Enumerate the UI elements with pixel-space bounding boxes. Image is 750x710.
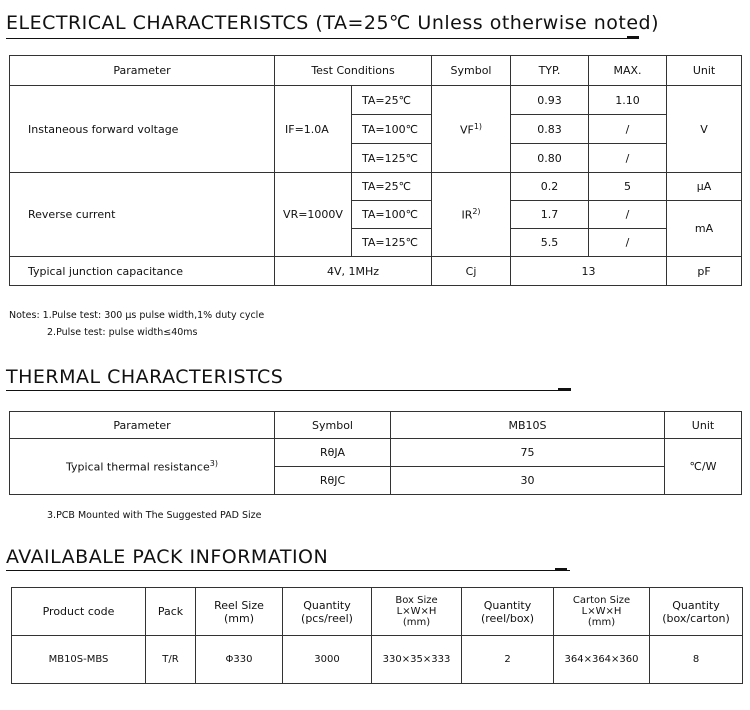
pack-header-pack: Pack [146, 588, 196, 636]
table-row [10, 86, 742, 115]
capacitance-value: 13 [511, 257, 667, 286]
pack-table [11, 587, 743, 684]
pack-header-box-size: Box Size L×W×H (mm) [372, 588, 462, 636]
forward-typ-1: 0.93 [511, 86, 589, 115]
pack-quantity-carton: 8 [650, 636, 743, 684]
thermal-header-unit: Unit [665, 412, 742, 439]
pack-product-code: MB10S-MBS [12, 636, 146, 684]
header-typ: TYP. [511, 56, 589, 86]
forward-voltage-condition: IF=1.0A [275, 86, 352, 173]
electrical-title-conditions: (TA=25℃ Unless otherwise noted) [315, 12, 660, 34]
table-row [10, 257, 742, 286]
pack-title: AVAILABALE PACK INFORMATION [6, 546, 329, 568]
table-row [10, 439, 742, 467]
reverse-typ-2: 1.7 [511, 201, 589, 229]
capacitance-symbol: Cj [432, 257, 511, 286]
pack-header-reel-size: Reel Size (mm) [196, 588, 283, 636]
thermal-table [9, 411, 742, 495]
pack-header-quantity-carton: Quantity (box/carton) [650, 588, 743, 636]
header-test-conditions: Test Conditions [275, 56, 432, 86]
reverse-current-parameter: Reverse current [10, 173, 275, 257]
pack-box-size: 330×35×333 [372, 636, 462, 684]
header-parameter: Parameter [10, 56, 275, 86]
reverse-current-symbol: IR$^{2)}$ [432, 173, 511, 257]
pack-title-underline-mark [555, 568, 567, 571]
forward-voltage-symbol: VF$^{1)}$ [432, 86, 511, 173]
thermal-title-underline-mark [558, 388, 571, 391]
electrical-title-underline [6, 38, 636, 39]
reverse-max-2: / [589, 201, 667, 229]
pack-title-underline [6, 570, 570, 571]
pack-header-product-code: Product code [12, 588, 146, 636]
thermal-symbol-jc: RθJC [275, 467, 391, 495]
pack-pack: T/R [146, 636, 196, 684]
forward-voltage-parameter: Instaneous forward voltage [10, 86, 275, 173]
reverse-current-unit-2: mA [667, 201, 742, 257]
electrical-title-underline-mark [627, 36, 639, 39]
forward-typ-3: 0.80 [511, 144, 589, 173]
reverse-temp-3: TA=125℃ [352, 229, 432, 257]
electrical-table [9, 55, 742, 286]
thermal-header-symbol: Symbol [275, 412, 391, 439]
thermal-title: THERMAL CHARACTERISTCS [6, 366, 284, 388]
thermal-symbol-ja: RθJA [275, 439, 391, 467]
capacitance-condition: 4V, 1MHz [275, 257, 432, 286]
pack-quantity-box: 2 [462, 636, 554, 684]
pack-reel-size: Φ330 [196, 636, 283, 684]
reverse-max-3: / [589, 229, 667, 257]
reverse-typ-1: 0.2 [511, 173, 589, 201]
thermal-title-underline [6, 390, 570, 391]
header-max: MAX. [589, 56, 667, 86]
reverse-max-1: 5 [589, 173, 667, 201]
capacitance-parameter: Typical junction capacitance [10, 257, 275, 286]
header-unit: Unit [667, 56, 742, 86]
forward-max-2: / [589, 115, 667, 144]
note-1: Notes: 1.Pulse test: 300 μs pulse width,1% duty cycle [9, 310, 265, 321]
reverse-typ-3: 5.5 [511, 229, 589, 257]
thermal-header-parameter: Parameter [10, 412, 275, 439]
pack-quantity-reel: 3000 [283, 636, 372, 684]
pack-header-carton-size: Carton Size L×W×H (mm) [554, 588, 650, 636]
thermal-value-ja: 75 [391, 439, 665, 467]
table-row [10, 173, 742, 201]
pack-header-quantity-box: Quantity (reel/box) [462, 588, 554, 636]
electrical-section-title [6, 12, 659, 34]
electrical-title: ELECTRICAL CHARACTERISTCS [6, 12, 309, 34]
thermal-header-part: MB10S [391, 412, 665, 439]
reverse-temp-1: TA=25℃ [352, 173, 432, 201]
forward-max-3: / [589, 144, 667, 173]
reverse-current-condition: VR=1000V [275, 173, 352, 257]
forward-temp-1: TA=25℃ [352, 86, 432, 115]
thermal-unit: ℃/W [665, 439, 742, 495]
capacitance-unit: pF [667, 257, 742, 286]
pack-carton-size: 364×364×360 [554, 636, 650, 684]
note-2: 2.Pulse test: pulse width≤40ms [47, 327, 198, 338]
thermal-note: 3.PCB Mounted with The Suggested PAD Size [47, 510, 262, 521]
table-row [12, 636, 743, 684]
thermal-value-jc: 30 [391, 467, 665, 495]
forward-temp-2: TA=100℃ [352, 115, 432, 144]
header-symbol: Symbol [432, 56, 511, 86]
forward-max-1: 1.10 [589, 86, 667, 115]
thermal-parameter: Typical thermal resistance$^{3)}$ [10, 439, 275, 495]
reverse-current-unit-1: μA [667, 173, 742, 201]
pack-header-quantity-reel: Quantity (pcs/reel) [283, 588, 372, 636]
forward-voltage-unit: V [667, 86, 742, 173]
forward-typ-2: 0.83 [511, 115, 589, 144]
forward-temp-3: TA=125℃ [352, 144, 432, 173]
reverse-temp-2: TA=100℃ [352, 201, 432, 229]
